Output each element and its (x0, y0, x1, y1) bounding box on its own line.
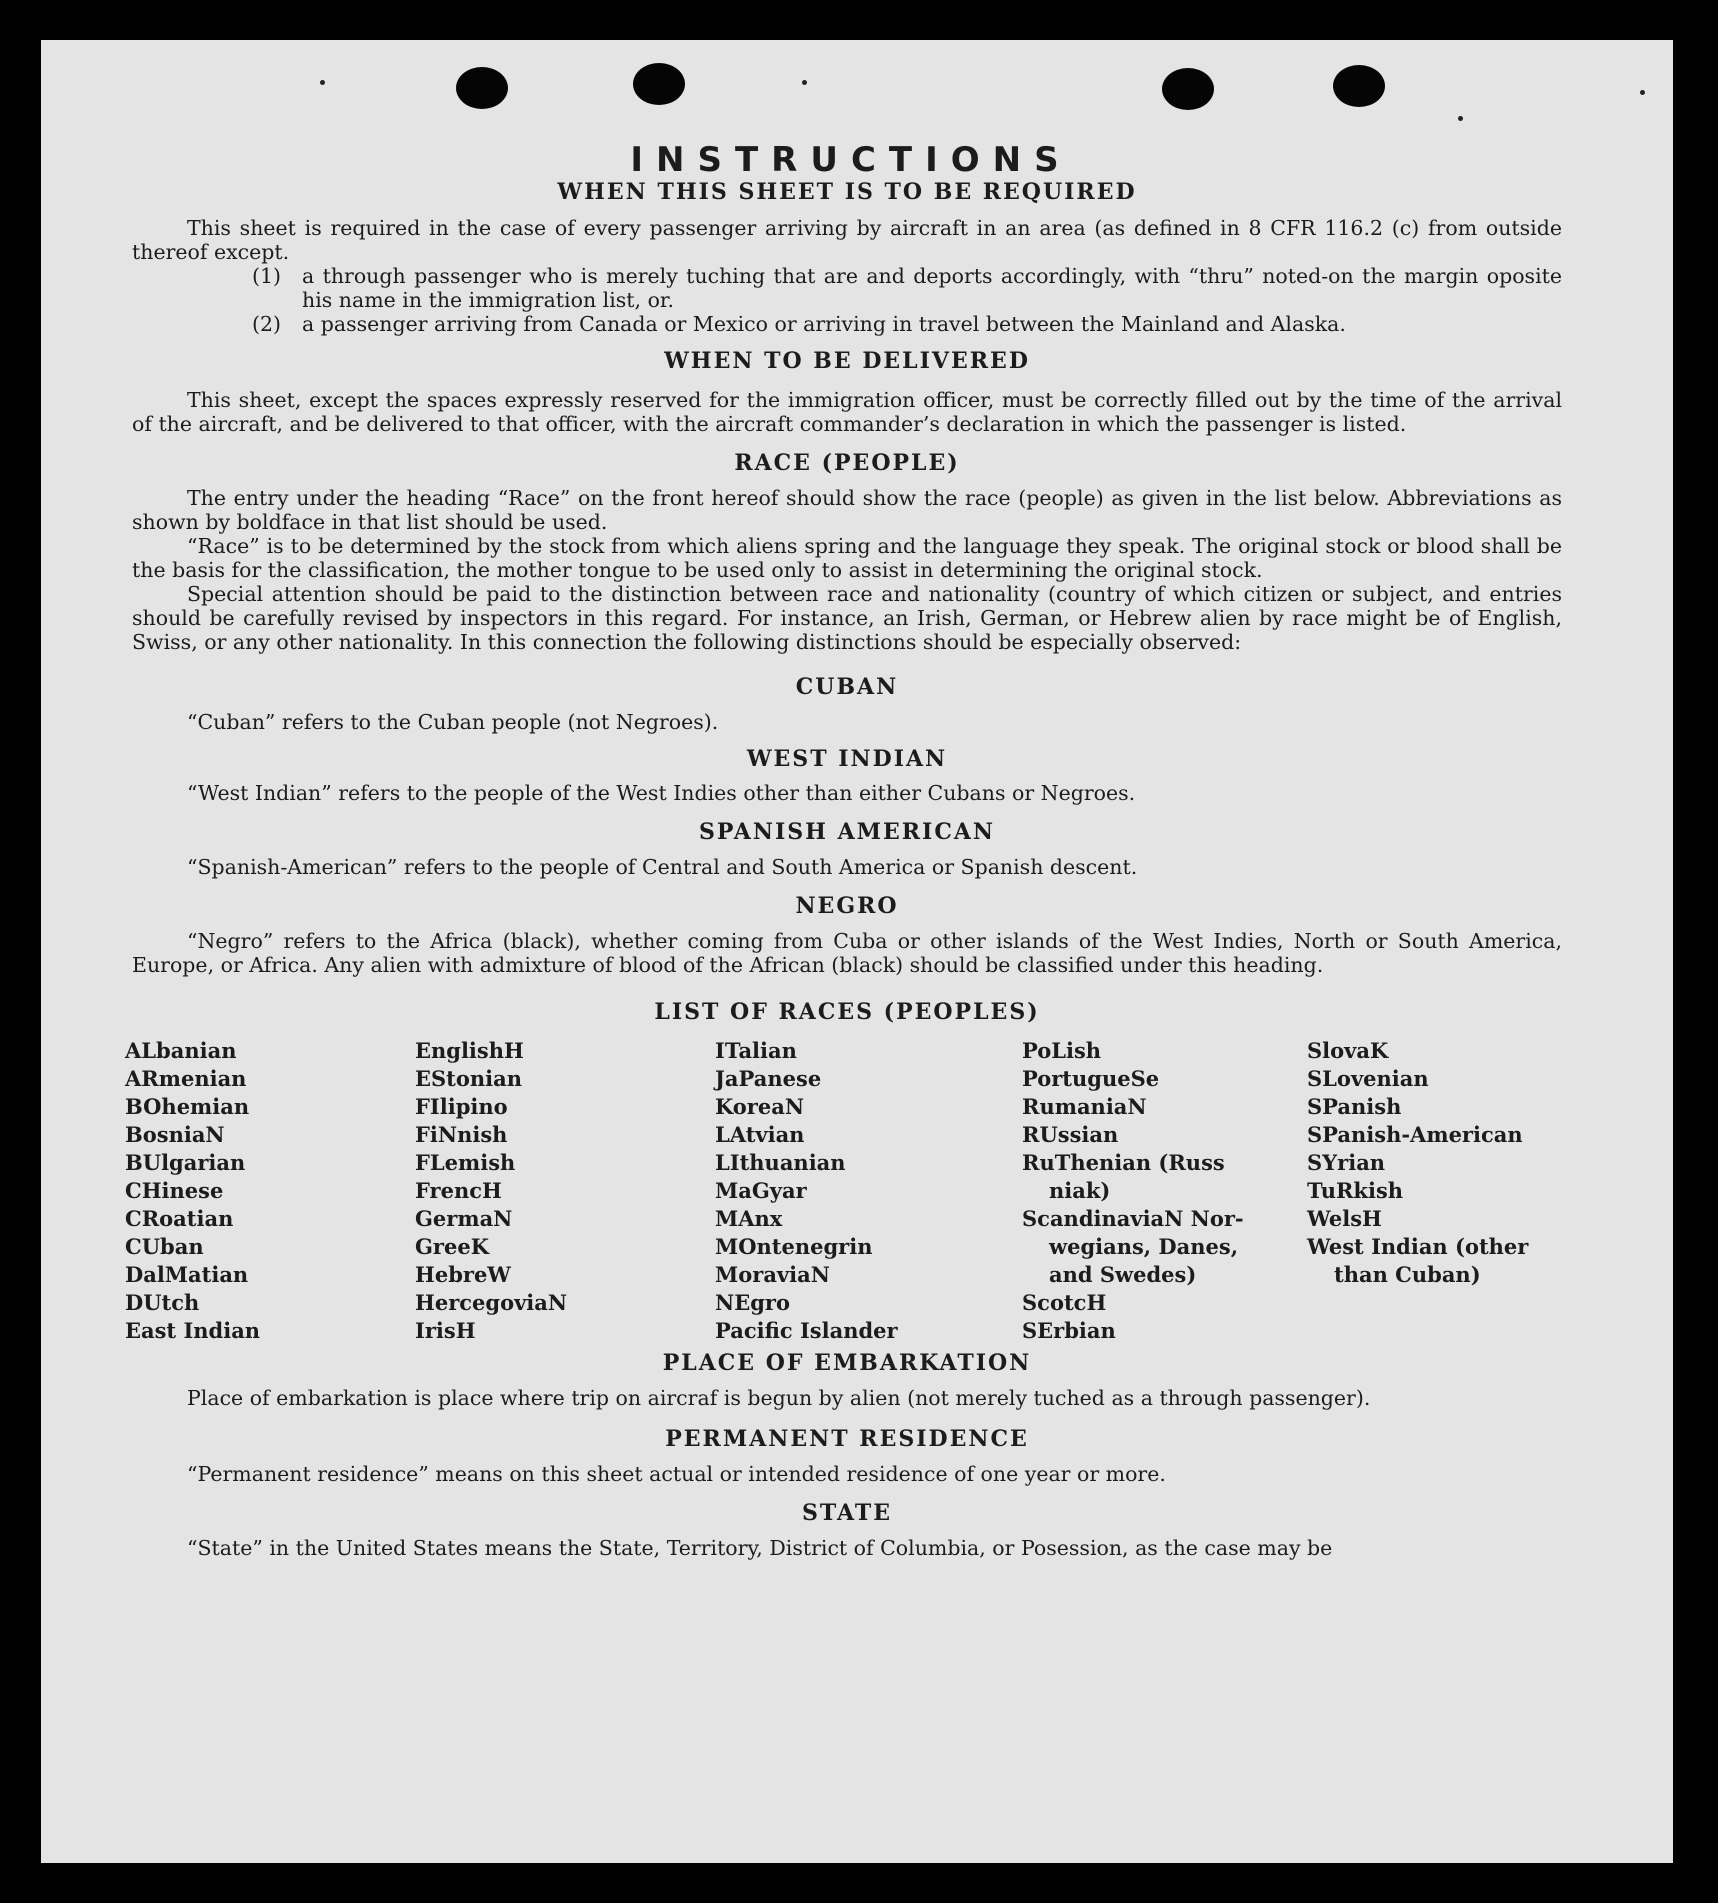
race-entry: SPanish (1307, 1094, 1402, 1119)
punch-hole (1333, 65, 1385, 107)
race-entry: TuRkish (1307, 1178, 1404, 1203)
race-entry: RuThenian (Russ (1022, 1150, 1225, 1175)
section-heading-cuban: CUBAN (795, 674, 899, 700)
punch-hole (456, 67, 508, 109)
race-paragraph-2: “Race” is to be determined by the stock from which aliens spring and the language they speak. The original stock or blood shall be the basis for the classification, the mother tongue to be used only to assist in determining the original stock. (132, 534, 1562, 582)
race-entry: and Swedes) (1049, 1262, 1197, 1287)
race-entry: EnglishH (415, 1038, 524, 1063)
exception-number: (1) (252, 264, 282, 288)
delivered-text: This sheet, except the spaces expressly reserved for the immigration officer, must be correctly filled out by the time of the arrival of the aircraft, and be delivered to that officer, with the aircraft commander’s declaration in which the passenger is listed. (132, 388, 1562, 436)
race-entry: ITalian (715, 1038, 797, 1063)
race-entry: CRoatian (125, 1206, 234, 1231)
race-entry: NEgro (715, 1290, 790, 1315)
races-column (715, 1037, 1022, 1345)
required-intro: This sheet is required in the case of every passenger arriving by aircraft in an area (as defined in 8 CFR 116.2 (c) from outside thereof except. (132, 216, 1562, 264)
negro-text: “Negro” refers to the Africa (black), whether coming from Cuba or other islands of the West Indies, North or South America, Europe, or Africa. Any alien with admixture of blood of the African (black) should be classified under this heading. (132, 929, 1562, 977)
section-heading-delivered: WHEN TO BE DELIVERED (664, 348, 1030, 374)
race-entry: SYrian (1307, 1150, 1386, 1175)
race-entry: MOntenegrin (715, 1234, 873, 1259)
races-column (415, 1037, 715, 1345)
race-entry: MAnx (715, 1206, 783, 1231)
race-entry: LAtvian (715, 1122, 805, 1147)
race-entry: ARmenian (125, 1066, 247, 1091)
race-entry: FrencH (415, 1178, 502, 1203)
exception-item (132, 312, 1562, 336)
speck (1640, 90, 1645, 95)
speck (1458, 116, 1463, 121)
race-entry: GermaN (415, 1206, 513, 1231)
races-column (1307, 1037, 1547, 1345)
punch-hole (633, 63, 685, 105)
race-entry: JaPanese (715, 1066, 822, 1091)
race-entry: niak) (1049, 1178, 1111, 1203)
race-entry: Pacific Islander (715, 1318, 898, 1343)
race-entry: SLovenian (1307, 1066, 1429, 1091)
instructions-body (125, 135, 1562, 1560)
section-heading-race: RACE (PEOPLE) (734, 450, 960, 476)
race-entry: wegians, Danes, (1049, 1234, 1238, 1259)
page-title: INSTRUCTIONS (630, 140, 1072, 180)
spanish-american-text: “Spanish-American” refers to the people of Central and South America or Spanish descent. (187, 855, 1138, 879)
race-paragraph-3: Special attention should be paid to the distinction between race and nationality (country of which citizen or subject, and entries should be carefully revised by inspectors in this regard. For instance, an Irish, German, or Hebrew alien by race might be of English, Swiss, or any other nationality. In this connection the following distinctions should be especially observed: (132, 582, 1562, 654)
race-entry: WelsH (1307, 1206, 1382, 1231)
race-entry: CUban (125, 1234, 204, 1259)
race-entry: BUlgarian (125, 1150, 246, 1175)
race-entry: DUtch (125, 1290, 200, 1315)
race-entry: RUssian (1022, 1122, 1119, 1147)
section-heading-residence: PERMANENT RESIDENCE (665, 1426, 1029, 1452)
races-list (125, 1037, 1562, 1345)
speck (320, 80, 325, 85)
race-entry: SPanish-American (1307, 1122, 1523, 1147)
race-entry: East Indian (125, 1318, 261, 1343)
race-entry: ScotcH (1022, 1290, 1107, 1315)
exception-text: a passenger arriving from Canada or Mexico or arriving in travel between the Mainland and Alaska. (302, 312, 1346, 336)
race-entry: ScandinaviaN Nor- (1022, 1206, 1244, 1231)
race-entry: FLemish (415, 1150, 516, 1175)
race-paragraph-1: The entry under the heading “Race” on the front hereof should show the race (people) as given in the list below. Abbreviations as shown by boldface in that list should be used. (132, 486, 1562, 534)
document-sheet (41, 40, 1673, 1863)
residence-text: “Permanent residence” means on this sheet actual or intended residence of one year or more. (187, 1462, 1166, 1486)
state-text: “State” in the United States means the State, Territory, District of Columbia, or Posession, as the case may be (187, 1536, 1333, 1560)
races-column (1022, 1037, 1307, 1345)
race-entry: FIlipino (415, 1094, 508, 1119)
race-entry: DalMatian (125, 1262, 249, 1287)
section-heading-list: LIST OF RACES (PEOPLES) (654, 999, 1040, 1025)
race-entry: SlovaK (1307, 1038, 1389, 1063)
section-heading-required: WHEN THIS SHEET IS TO BE REQUIRED (557, 179, 1137, 205)
race-entry: BOhemian (125, 1094, 250, 1119)
race-entry: PoLish (1022, 1038, 1102, 1063)
exception-text: a through passenger who is merely tuching that are and deports accordingly, with “thru” noted-on the margin oposite his name in the immigration list, or. (302, 264, 1562, 312)
embarkation-text: Place of embarkation is place where trip on aircraf is begun by alien (not merely tuched as a through passenger). (187, 1386, 1371, 1410)
section-heading-embarkation: PLACE OF EMBARKATION (662, 1350, 1032, 1376)
race-entry: SErbian (1022, 1318, 1116, 1343)
race-entry: HercegoviaN (415, 1290, 568, 1315)
race-entry: ALbanian (125, 1038, 237, 1063)
west-indian-text: “West Indian” refers to the people of the West Indies other than either Cubans or Negroes. (187, 781, 1136, 805)
section-heading-west-indian: WEST INDIAN (746, 746, 948, 772)
race-entry: West Indian (other (1307, 1234, 1529, 1259)
race-entry: LIthuanian (715, 1150, 846, 1175)
races-column (125, 1037, 415, 1345)
exception-item (132, 264, 1562, 312)
race-entry: PortugueSe (1022, 1066, 1160, 1091)
race-entry: CHinese (125, 1178, 224, 1203)
race-entry: than Cuban) (1334, 1262, 1481, 1287)
race-entry: KoreaN (715, 1094, 805, 1119)
race-entry: GreeK (415, 1234, 489, 1259)
race-entry: MoraviaN (715, 1262, 830, 1287)
section-heading-negro: NEGRO (795, 893, 899, 919)
exception-number: (2) (252, 312, 282, 336)
race-entry: MaGyar (715, 1178, 807, 1203)
cuban-text: “Cuban” refers to the Cuban people (not Negroes). (187, 710, 719, 734)
race-entry: IrisH (415, 1318, 476, 1343)
section-heading-spanish-american: SPANISH AMERICAN (698, 819, 996, 845)
race-entry: EStonian (415, 1066, 522, 1091)
section-heading-state: STATE (801, 1500, 893, 1526)
speck (802, 80, 807, 85)
race-entry: HebreW (415, 1262, 511, 1287)
race-entry: RumaniaN (1022, 1094, 1147, 1119)
race-entry: FiNnish (415, 1122, 508, 1147)
punch-hole (1162, 68, 1214, 110)
race-entry: BosniaN (125, 1122, 225, 1147)
